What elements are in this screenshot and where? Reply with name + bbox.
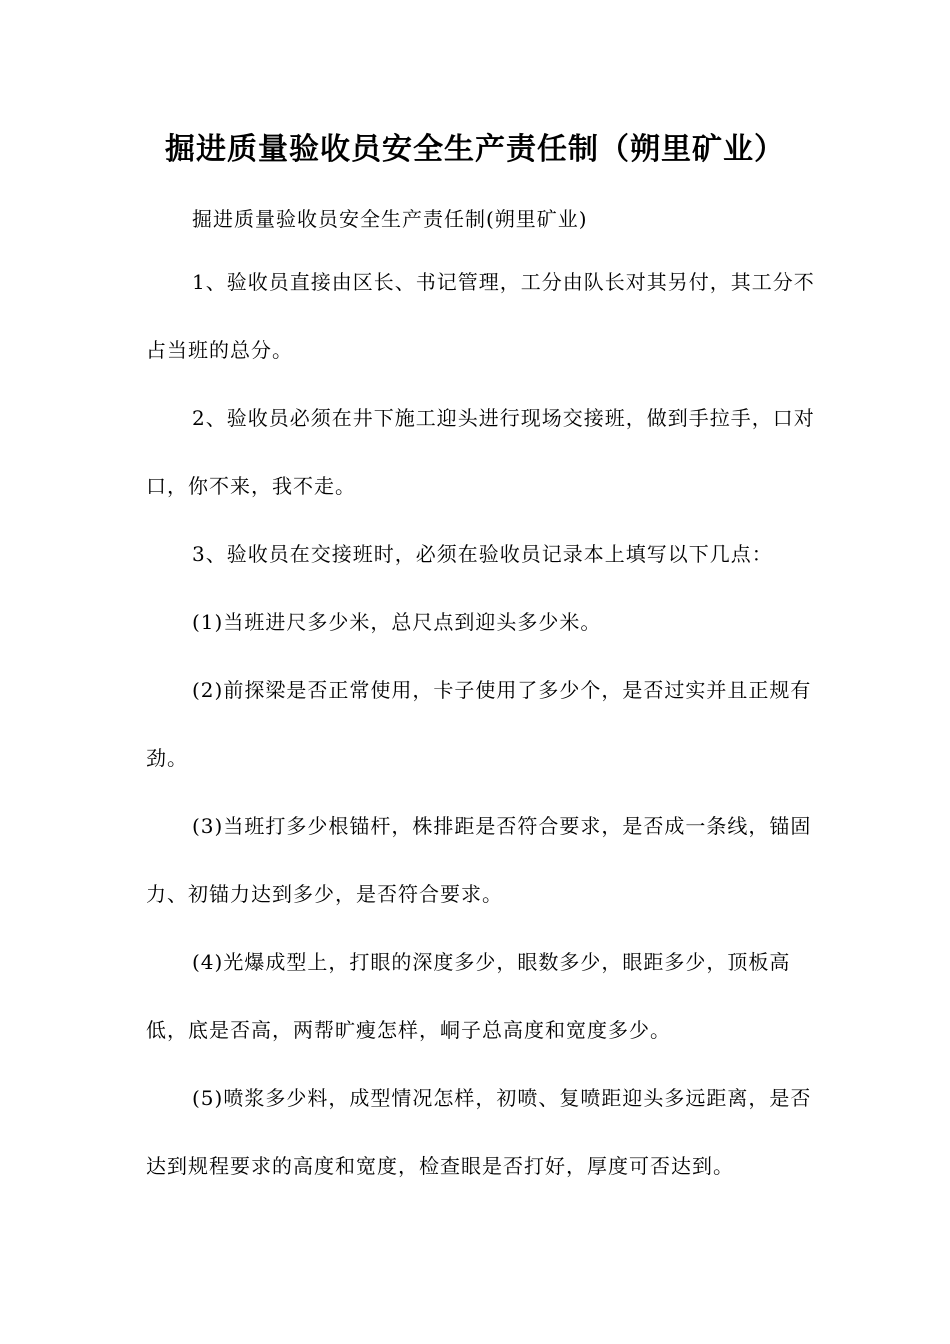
paragraph-item-3: 3、验收员在交接班时，必须在验收员记录本上填写以下几点：: [192, 542, 773, 566]
document-title: 掘进质量验收员安全生产责任制（朔里矿业）: [165, 132, 785, 167]
paragraph-subitem-5: (5)喷浆多少料，成型情况怎样，初喷、复喷距迎头多远距离，是否达到规程要求的高度和宽度，检查眼是否打好，厚度可否达到。: [146, 1086, 812, 1178]
paragraph-item-1: 1、验收员直接由区长、书记管理，工分由队长对其另付，其工分不占当班的总分。: [146, 270, 815, 362]
paragraph-subitem-2: (2)前探梁是否正常使用，卡子使用了多少个，是否过实并且正规有劲。: [146, 678, 812, 770]
paragraph-subitem-4: (4)光爆成型上，打眼的深度多少，眼数多少，眼距多少，顶板高低，底是否高，两帮旷瘦怎样，峒子总高度和宽度多少。: [146, 950, 791, 1042]
document-subtitle: 掘进质量验收员安全生产责任制(朔里矿业): [192, 207, 588, 231]
paragraph-subitem-3: (3)当班打多少根锚杆，株排距是否符合要求，是否成一条线，锚固力、初锚力达到多少，是否符合要求。: [146, 814, 812, 906]
paragraph-item-2: 2、验收员必须在井下施工迎头进行现场交接班，做到手拉手，口对口，你不来，我不走。: [146, 406, 815, 498]
paragraph-subitem-1: (1)当班进尺多少米，总尺点到迎头多少米。: [192, 610, 602, 634]
